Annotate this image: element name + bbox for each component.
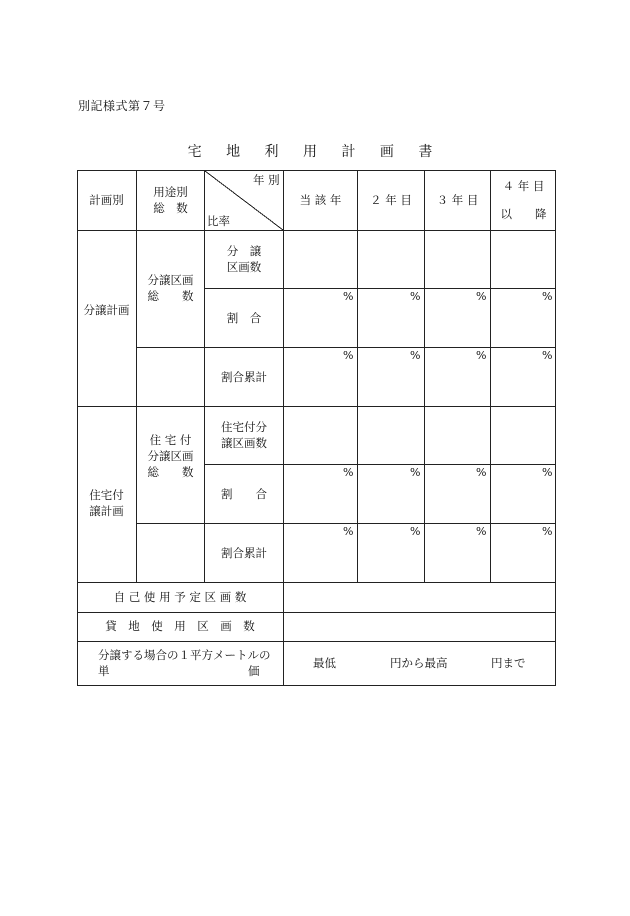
sale-cumulative-ratio-label: 割合累計 bbox=[221, 370, 267, 384]
year-4-header-line2: 以 降 bbox=[500, 207, 547, 221]
percent-sign: % bbox=[476, 525, 487, 538]
percent-sign: % bbox=[343, 349, 354, 362]
percent-sign: % bbox=[343, 290, 354, 303]
sale-total-label-line2: 総 数 bbox=[147, 289, 194, 303]
percent-sign: % bbox=[410, 349, 421, 362]
lease-lots-label: 貸 地 使 用 区 画 数 bbox=[105, 619, 255, 633]
sale-ratio-label: 割 合 bbox=[226, 311, 262, 325]
price-label-unit: 単 bbox=[98, 664, 110, 678]
diagonal-year-label: 年 別 bbox=[253, 173, 280, 187]
year-3-header: ３ 年 目 bbox=[436, 193, 479, 207]
percent-sign: % bbox=[542, 525, 553, 538]
plan-type-header: 計画別 bbox=[89, 193, 124, 207]
sale-total-label-line1: 分譲区画 bbox=[147, 273, 194, 287]
year-4-header-line1: ４ 年 目 bbox=[502, 179, 545, 193]
percent-sign: % bbox=[476, 290, 487, 303]
land-use-plan-table bbox=[77, 170, 556, 686]
price-from-max-label: 円から最高 bbox=[390, 656, 448, 670]
housing-ratio-label: 割 合 bbox=[221, 487, 267, 501]
housing-total-label-line3: 総 数 bbox=[147, 465, 194, 479]
percent-sign: % bbox=[476, 466, 487, 479]
percent-sign: % bbox=[343, 525, 354, 538]
percent-sign: % bbox=[542, 290, 553, 303]
price-label-line1: 分譲する場合の１平方メートルの bbox=[98, 648, 271, 662]
sale-lots-label-line1: 分 譲 bbox=[226, 244, 262, 258]
housing-lots-label-line1: 住宅付分 bbox=[221, 420, 267, 434]
housing-plan-label-line1: 住宅付 bbox=[89, 488, 124, 502]
percent-sign: % bbox=[410, 525, 421, 538]
percent-sign: % bbox=[410, 290, 421, 303]
percent-sign: % bbox=[343, 466, 354, 479]
housing-plan-label-line2: 譲計画 bbox=[89, 504, 124, 518]
percent-sign: % bbox=[542, 466, 553, 479]
housing-cumulative-ratio-label: 割合累計 bbox=[221, 546, 267, 560]
document-title: 宅 地 利 用 計 画 書 bbox=[187, 144, 443, 160]
table-grid-lines bbox=[77, 170, 556, 686]
use-total-header-line1: 用途別 bbox=[153, 185, 188, 199]
price-label-value: 価 bbox=[248, 664, 260, 678]
price-minimum-label: 最低 bbox=[313, 656, 336, 670]
diagonal-ratio-label: 比率 bbox=[207, 214, 230, 228]
sale-lots-label-line2: 区画数 bbox=[226, 260, 262, 274]
price-until-label: 円まで bbox=[491, 656, 526, 670]
self-use-lots-label: 自 己 使 用 予 定 区 画 数 bbox=[113, 590, 247, 604]
sale-plan-label: 分譲計画 bbox=[83, 303, 130, 317]
percent-sign: % bbox=[476, 349, 487, 362]
form-number: 別記様式第７号 bbox=[78, 99, 166, 113]
housing-total-label-line1: 住 宅 付 bbox=[149, 433, 192, 447]
year-current-header: 当 該 年 bbox=[299, 193, 342, 207]
percent-sign: % bbox=[410, 466, 421, 479]
percent-sign: % bbox=[542, 349, 553, 362]
housing-lots-label-line2: 譲区画数 bbox=[221, 436, 267, 450]
housing-total-label-line2: 分譲区画 bbox=[147, 449, 194, 463]
use-total-header-line2: 総 数 bbox=[153, 201, 188, 215]
year-2-header: ２ 年 目 bbox=[370, 193, 412, 207]
